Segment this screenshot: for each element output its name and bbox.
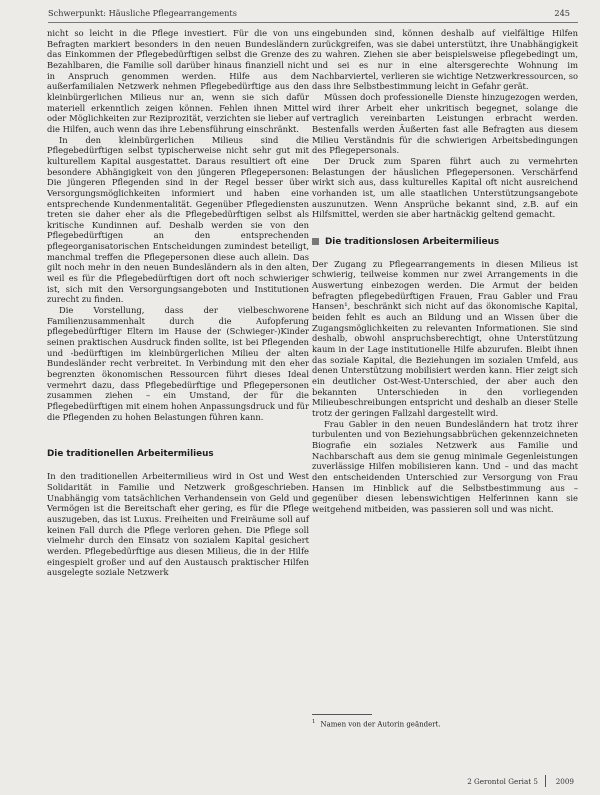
right-paragraph-5: Frau Gabler in den neuen Bundesländern hat trotz ihrer turbulenten und von Beziehungsabbrüchen gekennzeichneten Biografie ein soziales Netzwerk aus Familie und Nachbarschaft aus dem sie genug minimale Gegenleistungen zuverlässige Hilfen mobilisieren kann. Und – und das macht den entscheidenden Unterschied zur Versorgung von Frau Hansen im Hinblick auf die Selbstbestimmung aus – gegenüber diesen lebenswichtigen Helferinnen kann sie weitgehend mitbeiden, was passieren soll und was nicht. <box>312 418 578 514</box>
running-head-page-number: 245 <box>554 8 570 18</box>
section-marker-icon <box>312 238 319 245</box>
right-paragraph-3: Der Druck zum Sparen führt auch zu vermehrten Belastungen der häuslichen Pflegepersonen. Verschärfend wirkt sich aus, dass kulturelles Kapital oft nicht ausreichend vorhanden ist, um alle staatlichen Unterstützungsangebote auszunutzen. Wenn Ansprüche bekannt sind, z.B. auf ein Hilfsmittel, werden sie aber hartnäckig geltend gemacht. <box>312 155 578 220</box>
left-paragraph-2: In den kleinbürgerlichen Milieus sind die Pflegebedürftigen selbst typischerweise nicht sehr gut mit kulturellem Kapital ausgestattet. Daraus resultiert oft eine besondere Abhängigkeit von den jüngeren Pflegepersonen: Die jüngeren Pflegenden sind in der Regel besser über Versorgungsmöglichkeiten informiert und haben eine entsprechende Kundenmentalität. Gegenüber Pflegediensten treten sie daher eher als die Pflegebedürftigen selbst als kritische Kundinnen auf. Deshalb werden sie von den Pflegebedürftigen an den entsprechenden pflegeorganisatorischen Entscheidungen zumindest beteiligt, manchmal treffen die Pflegepersonen diese auch allein. Das gilt noch mehr in den neuen Bundesländern als in den alten, weil es für die Pflegebedürftigen dort oft noch schwieriger ist, sich mit den Versorgungsangeboten und Institutionen zurecht zu finden. <box>47 134 309 305</box>
left-column <box>47 28 309 578</box>
section-spacer <box>312 220 578 236</box>
left-paragraph-1: nicht so leicht in die Pflege investiert. Für die von uns Befragten markiert besonders in den neuen Bundesländern das Einkommen der Pflegebedürftigen selbst die Grenze des Bezahlbaren, die Familie soll darüber hinaus finanziell nicht in Anspruch genommen werden. Hilfe aus dem außerfamilialen Netzwerk nehmen Pflegebedürftige aus den kleinbürgerlichen Milieus nur an, wenn sie sich dafür materiell erkenntlich zeigen können. Fehlen ihnen Mittel oder Möglichkeiten zur Reziprozität, verzichten sie lieber auf die Hilfen, auch wenn das ihre Lebensführung einschränkt. <box>47 28 309 134</box>
right-column <box>312 28 578 515</box>
section-heading-traditional-workers <box>47 448 309 460</box>
right-paragraph-1: eingebunden sind, können deshalb auf vielfältige Hilfen zurückgreifen, was sie dabei unterstützt, ihre Unabhängigkeit zu wahren. Ziehen sie aber beispielsweise pflegebedingt um, und sei es nur in eine altersgerechte Wohnung im Nachbarviertel, verlieren sie wichtige Netzwerkressourcen, so dass ihre Selbstbestimmung leicht in Gefahr gerät. <box>312 28 578 92</box>
section-heading-text: Die traditionslosen Arbeitermilieus <box>325 236 500 247</box>
running-head-title: Schwerpunkt: Häusliche Pflegearrangements <box>48 8 237 18</box>
footnote <box>312 718 578 729</box>
running-head <box>48 8 574 22</box>
footnote-divider <box>312 714 372 715</box>
section-heading-traditionless-workers <box>312 236 578 248</box>
right-paragraph-2: Müssen doch professionelle Dienste hinzugezogen werden, wird ihrer Arbeit eher unkritisch begegnet, solange die vertraglich vereinbarten Leistungen erbracht werden. Bestenfalls werden Äußerten fast alle Befragten aus diesem Milieu Verständnis für die schwierigen Arbeitsbedingungen des Pflegepersonals. <box>312 91 578 156</box>
footnote-marker: 1 <box>312 719 316 725</box>
left-paragraph-4: In den traditionellen Arbeitermilieus wird in Ost und West Solidarität in Familie und Netzwerk großgeschrieben. Unabhängig vom tatsächlichen Verhandensein von Geld und Vermögen ist die Bereitschaft eher gering, es für die Pflege auszugeben, das ist Luxus. Freiheiten und Freiräume soll auf keinen Fall durch die Pflege verloren gehen. Die Pflege soll vielmehr durch den Einsatz von sozialem Kapital gesichert werden. Pflegebedürftige aus diesen Milieus, die in der Hilfe eingespielt großer und auf den Austausch praktischer Hilfen ausgelegte soziale Netzwerk <box>47 471 309 578</box>
footnote-text: Namen von der Autorin geändert. <box>320 720 441 729</box>
page-footer <box>430 777 578 789</box>
footer-journal: 2 Gerontol Geriat 5 <box>467 777 538 786</box>
heading-spacer <box>47 460 309 471</box>
left-paragraph-3: Die Vorstellung, dass der vielbeschworene Familienzusammenhalt durch die Aufopferung pflegebedürftiger Eltern im Hause der (Schwieger-)Kinder seinen praktischen Ausdruck finden sollte, ist bei Pflegenden und -bedürftigen im kleinbürgerlichen Milieu der alten Bundesländer recht verbreitet. In Verbindung mit den eher begrenzten ökonomischen Ressourcen führt dieses Ideal vermehrt dazu, dass Pflegebedürftige und Pflegepersonen zusammen ziehen – ein Umstand, der für die Pflegebedürftigen mit einem hohen Anpassungsdruck und für die Pflegenden zu hohen Belastungen führen kann. <box>47 305 309 422</box>
section-heading-text: Die traditionellen Arbeitermilieus <box>47 449 214 460</box>
footer-separator <box>545 775 546 787</box>
footer-year: 2009 <box>555 777 574 786</box>
header-divider <box>48 22 578 23</box>
heading-spacer <box>312 248 578 259</box>
section-spacer <box>47 422 309 448</box>
right-paragraph-4: Der Zugang zu Pflegearrangements in diesen Milieus ist schwierig, teilweise kommen nur zwei Arrangements in die Auswertung einbezogen werden. Die Armut der beiden befragten pflegebedürftigen Frauen, Frau Gabler und Frau Hansen¹, beschränkt sich nicht auf das ökonomische Kapital, beiden fehlt es auch an Bildung und an Wissen über die Zugangsmöglichkeiten zu relevanten Informationen. Sie sind deshalb, obwohl anspruchsberechtigt, ohne Unterstützung kaum in der Lage institutionelle Hilfe abzurufen. Bleibt ihnen das soziale Kapital, die Beziehungen im sozialen Umfeld, aus denen Unterstützung mobilisiert werden kann. Hier zeigt sich ein deutlicher Ost-West-Unterschied, der aber auch den bekannten Unterschieden in den vorliegenden Milieubeschreibungen entspricht und deshalb an dieser Stelle trotz der geringen Fallzahl dargestellt wird. <box>312 258 578 418</box>
